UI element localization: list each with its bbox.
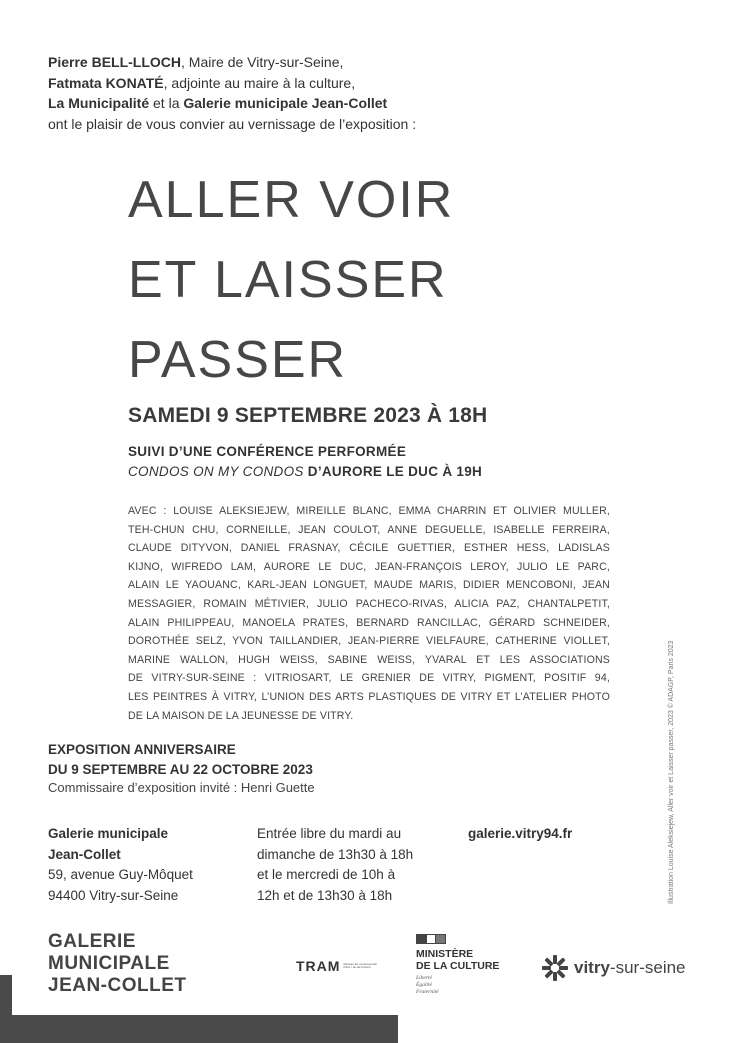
gallery-name: Galerie municipale Jean-Collet xyxy=(183,95,388,111)
ministere-line-2: DE LA CULTURE xyxy=(416,960,500,972)
artists-line: LES PEINTRES À VITRY, L’UNION DES ARTS PLASTIQUES DE VITRY ET L’ATELIER PHOTO xyxy=(128,690,610,703)
artists-line: DOROTHÉE SELZ, YVON TAILLANDIER, JEAN-PIERRE VIELFAURE, CATHERINE VIOLLET, xyxy=(128,635,610,648)
title-line-2: ET LAISSER xyxy=(128,251,448,309)
galerie-logo xyxy=(48,931,187,997)
mayor-name: Pierre BELL-LLOCH xyxy=(48,54,182,70)
exhibition-period: DU 9 SEPTEMBRE AU 22 OCTOBRE 2023 xyxy=(48,762,313,777)
venue-address-2: 94400 Vitry-sur-Seine xyxy=(48,887,179,903)
artists-line: MESSAGIER, ROMAIN MÉTIVIER, JULIO PACHECO-RIVAS, ALICIA PAZ, CHANTALPETIT, xyxy=(128,597,610,610)
artists-line: TEH-CHUN CHU, CORNEILLE, JEAN COULOT, ANNE DEGUELLE, ISABELLE FERREIRA, xyxy=(128,523,610,536)
ministere-logo xyxy=(416,934,499,996)
hours-line: 12h et de 13h30 à 18h xyxy=(257,887,393,903)
mayor-title: , Maire de Vitry-sur-Seine, xyxy=(181,54,344,70)
artists-line: ALAIN LE YAOUANC, KARL-JEAN LONGUET, MAUDE MARIS, DIDIER MENCOBONI, JEAN xyxy=(128,579,610,592)
deputy-title: , adjointe au maire à la culture, xyxy=(163,74,356,91)
exhibition-title xyxy=(128,160,454,400)
ministere-motto xyxy=(416,975,499,996)
motto-line: Liberté xyxy=(416,975,432,981)
exhibition-dates xyxy=(48,740,313,780)
tram-logo-word: TRAM xyxy=(296,958,341,974)
bottom-bar xyxy=(0,1015,398,1043)
illustration-credit: Illustration Louise Aleksiejew, Aller voir et Laisser passer, 2023 © ADAGP, Paris 2023 xyxy=(668,640,675,904)
conference-line: SUIVI D’UNE CONFÉRENCE PERFORMÉE xyxy=(128,444,407,459)
conference-byline: D’AURORE LE DUC À 19H xyxy=(303,464,483,479)
hours-line: dimanche de 13h30 à 18h xyxy=(257,846,414,862)
vitry-logo-rest: -sur-seine xyxy=(609,958,686,977)
ministere-line-1: MINISTÈRE xyxy=(416,948,474,960)
galerie-logo-line: GALERIE xyxy=(48,931,136,952)
artists-line: ALAIN PHILIPPEAU, MANOELA PRATES, BERNARD RANCILLAC, GÉRARD SCHNEIDER, xyxy=(128,616,610,629)
curator-line: Commissaire d’exposition invité : Henri Guette xyxy=(48,780,315,795)
invitation-line: ont le plaisir de vous convier au vernissage de l’exposition : xyxy=(48,115,417,132)
venue-address-1: 59, avenue Guy-Môquet xyxy=(48,867,193,882)
hours-line: et le mercredi de 10h à xyxy=(257,867,396,882)
vitry-star-icon xyxy=(541,954,569,982)
conference-info xyxy=(128,442,482,482)
hours-line: Entrée libre du mardi au xyxy=(257,826,402,841)
marianne-flag-icon xyxy=(416,934,446,944)
artists-line: MARINE WALLON, HUGH WEISS, SABINE WEISS, YVARAL ET LES ASSOCIATIONS xyxy=(128,653,610,666)
vitry-logo xyxy=(541,954,686,982)
venue-name-1: Galerie municipale xyxy=(48,826,169,841)
venue-name-2: Jean-Collet xyxy=(48,846,121,862)
invitation-intro xyxy=(48,52,416,134)
intro-conjunction: et la xyxy=(149,95,184,111)
galerie-logo-line: MUNICIPALE xyxy=(48,953,170,974)
opening-date: SAMEDI 9 SEPTEMBRE 2023 À 18H xyxy=(128,404,488,427)
artists-list xyxy=(128,502,610,725)
tram-logo-tagline: Réseau art contemporain Paris / Ile-de-France xyxy=(343,961,378,969)
artists-line: AVEC : LOUISE ALEKSIEJEW, MIREILLE BLANC, EMMA CHARRIN ET OLIVIER MULLER, xyxy=(128,505,610,517)
title-line-3: PASSER xyxy=(128,331,348,389)
conference-work-title: CONDOS ON MY CONDOS xyxy=(128,464,304,479)
venue-block xyxy=(48,824,193,906)
exhibition-type: EXPOSITION ANNIVERSAIRE xyxy=(48,742,236,757)
motto-line: Égalité xyxy=(416,982,432,988)
tram-logo xyxy=(296,958,379,974)
artists-line: DE VITRY-SUR-SEINE : VITRIOSART, LE GRENIER DE VITRY, PIGMENT, POSITIF 94, xyxy=(128,672,610,685)
opening-hours xyxy=(257,824,447,906)
artists-line: CLAUDE DITYVON, DANIEL FRASNAY, CÉCILE GUETTIER, ESTHER HESS, LADISLAS xyxy=(128,542,610,555)
artists-line: DE LA MAISON DE LA JEUNESSE DE VITRY. xyxy=(128,709,354,722)
municipality: La Municipalité xyxy=(48,95,150,111)
vitry-logo-bold: vitry xyxy=(574,958,610,977)
title-line-1: ALLER VOIR xyxy=(128,171,455,229)
bottom-left-bar xyxy=(0,975,12,1043)
deputy-name: Fatmata KONATÉ xyxy=(48,74,164,91)
website-link[interactable]: galerie.vitry94.fr xyxy=(468,826,573,841)
motto-line: Fraternité xyxy=(416,989,439,995)
artists-line: KIJNO, WIFREDO LAM, AURORE LE DUC, JEAN-FRANÇOIS LEROY, JULIO LE PARC, xyxy=(128,560,610,573)
galerie-logo-line: JEAN-COLLET xyxy=(48,975,187,996)
